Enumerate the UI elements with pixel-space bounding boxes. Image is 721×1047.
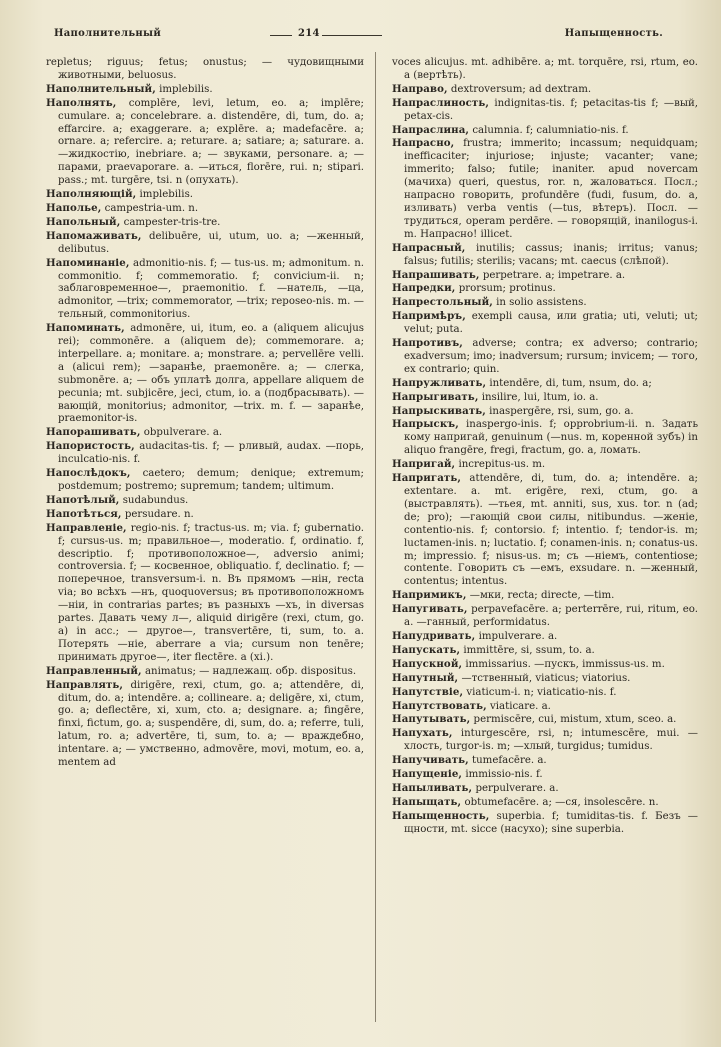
entry-headword: Напригай, [392,458,456,471]
entry-definition: animatus; — надлежащ. обр. dispositus. [144,665,357,677]
header-rule-right [322,35,382,36]
dictionary-entry [392,56,698,83]
entry-definition: attendēre, di, tum, do. a; intendēre. a; extentare. a. mt. erigēre, rexi, ctum, go. a (выстравлять). —тьея, mt. anniti, sus, xus. tor. n (ad; de; pro); —гающій свои силы, nitibundus. —женіе, contentio-nis. f; contorsio. f; intentio. f; tendor-is. m; luctamen-inis. n; luctatio. f; conamen-inis. n; conatus-us. m; impressio. f; nisus-us. m; съ —ніемъ, contentiose; contente. Говорить съ —емъ, exsudare. n. —женный, contentus; intentus. [404,473,698,588]
entry-headword: Наполье, [46,201,102,214]
entry-headword: Напраслина, [392,123,470,136]
entry-definition: campestria-um. n. [104,202,199,214]
dictionary-entry [392,768,698,782]
entry-headword: Напрашивать, [392,268,480,281]
entry-headword: Напоминать, [46,322,125,335]
entry-definition: sudabundus. [122,494,189,506]
dictionary-entry [46,508,364,522]
entry-definition: calumnia. f; calumniatio-nis. f. [472,124,629,136]
entry-headword: Напрыскъ, [392,418,459,431]
dictionary-entry [392,796,698,810]
entry-definition: insilire, lui, ltum, io. a. [481,391,599,403]
entry-headword: Напраслиность, [392,96,489,109]
entry-definition: immissio-nis. f. [465,769,543,781]
entry-definition: campester-tris-tre. [123,216,221,228]
dictionary-entry [392,97,698,124]
entry-headword: Напредки, [392,282,456,295]
entry-definition: adverse; contra; ex adverso; contrario; exadversum; imo; inadversum; rursum; invicem; — того, ex contrario; quin. [404,338,698,375]
entry-headword: Напористость, [46,440,135,453]
entry-definition: admonēre, ui, itum, eo. a (aliquem alicujus rei); commonēre. a (aliquem de); commemorare. a; interpellare. a; monitare. a; monstrare. a; pervellēre velli. a (alicui rem); —заранѣе, praemonēre. a; — слегка, submonēre. a; — объ уплатѣ долга, appellare aliquem de pecunia; mt. subjicēre, jeci, ctum, io. a (подбрасывать). — вающій, monitorius; admonitor, —trix. m. f. — заранѣе, praemonitor-is. [58,323,364,425]
entry-headword: Напухать, [392,727,453,740]
dictionary-entry [392,458,698,472]
header-right-word: Напыщенность. [564,28,663,39]
entry-headword: Напыщенность, [392,809,490,822]
entry-definition: dirigēre, rexi, ctum, go. a; attendēre, di, ditum, do. a; intendēre. a; collineare. a; deligēre, xi, ctum, go. a; deflectēre, xi, xum, cto. a; designare. a; fingēre, finxi, fictum, go. a; suspendēre, di, sum, do. a; referre, tuli, latum, ro. a; advertēre, ti, sum, to. a; — враждебно, intentare. a; — умственно, admovēre, movi, motum, eo. a, mentem ad [58,679,364,769]
entry-definition: tumefacēre. a. [472,755,547,767]
dictionary-entry [392,630,698,644]
dictionary-entry [392,242,698,269]
dictionary-entry [392,672,698,686]
dictionary-entry [392,296,698,310]
entry-definition: indignitas-tis. f; petacitas-tis f; —вый, petax-cis. [404,97,698,122]
entry-definition: audacitas-tis. f; — рливый, audax. —порь, inculcatio-nis. f. [58,441,364,466]
entry-definition: persudare. n. [124,508,194,520]
entry-definition: increpitus-us. m. [458,459,546,471]
entry-headword: Напримѣръ, [392,310,466,323]
dictionary-entry [46,56,364,83]
dictionary-entry [392,377,698,391]
entry-headword: Напротивъ, [392,337,463,350]
dictionary-entry [392,310,698,337]
dictionary-entry [392,405,698,419]
entry-definition: superbia. f; tumiditas-tis. f. Безъ —щности, mt. sicce (насухо); sine superbia. [404,810,698,835]
entry-headword: Направленный, [46,664,142,677]
entry-headword: Напрасно, [392,137,455,150]
dictionary-entry [46,97,364,188]
entry-definition: implebilis. [159,83,213,95]
dictionary-entry [46,665,364,679]
entry-definition: viaticare. a. [490,700,551,712]
right-column [392,56,698,837]
entry-definition: perpulverare. a. [475,782,559,794]
entry-headword: Напрестольный, [392,296,493,309]
dictionary-entry [392,83,698,97]
entry-definition: dextroversum; ad dextram. [450,83,592,95]
entry-definition: voces alicujus. mt. adhibēre. a; mt. torquēre, rsi, rtum, eo. a (вертѣть). [392,57,698,81]
dictionary-entry [392,658,698,672]
entry-definition: inutilis; cassus; inanis; irritus; vanus; falsus; futilis; sterilis; vacans; mt. caecus (слѣпой). [404,242,698,267]
dictionary-entry [392,282,698,296]
entry-definition: inaspergēre, rsi, sum, go. a. [489,405,634,417]
entry-headword: Напудривать, [392,629,476,642]
entry-headword: Напрыскивать, [392,404,486,417]
dictionary-entry [392,472,698,589]
entry-headword: Напослѣдокъ, [46,467,131,480]
dictionary-entry [46,83,364,97]
entry-definition: exempli causa, или gratia; uti, veluti; ut; velut; puta. [404,311,698,336]
entry-definition: impulverare. a. [478,630,558,642]
entry-definition: immissarius. —пускъ, immissus-us. m. [465,658,665,670]
dictionary-entry [392,589,698,603]
column-divider [375,52,376,1022]
dictionary-entry [46,230,364,257]
dictionary-entry [46,202,364,216]
entry-headword: Направлять, [46,678,124,691]
entry-headword: Напучивать, [392,754,469,767]
dictionary-entry [46,522,364,665]
entry-headword: Наполнительный, [46,82,156,95]
dictionary-entry [392,137,698,241]
entry-headword: Напоминаніе, [46,256,130,269]
entry-headword: Напыщать, [392,795,462,808]
entry-headword: Напыливать, [392,781,473,794]
dictionary-entry [46,494,364,508]
entry-headword: Напутывать, [392,713,471,726]
entry-definition: inaspergo-inis. f; opprobrium-ii. n. Задать кому напригай, genuinum (—nus. m, коренной зубъ) in aliquo frangēre, fregi, fractum, go. a, ломать. [404,419,698,457]
dictionary-entry [46,257,364,323]
entry-headword: Напригать, [392,472,461,485]
entry-definition: complēre, levi, letum, eo. a; implēre; cumulare. a; concelebrare. a. distendēre, di, tum, do. a; effarcire. a; exaggerare. a; explēre. a; madefacēre. a; ornare. a; refercire. a; returare. a; satiare; a; saturare. a. —жидкостію, inebriare. a; — звуками, personare. a; — парами, praevaporare. a. —иться, florēre, rui. n; stipari. pass.; mt. turgēre, tsi. n (опухать). [58,97,364,187]
entry-definition: caetero; demum; denique; extremum; postdemum; postremo; supremum; tandem; ultimum. [58,468,364,492]
entry-headword: Напомаживать, [46,229,142,242]
running-header [40,26,671,44]
entry-definition: —мки, recta; directe, —tim. [469,590,615,602]
entry-headword: Наполняющій, [46,188,137,201]
entry-headword: Напорашивать, [46,426,141,439]
dictionary-entry [392,686,698,700]
dictionary-entry [46,322,364,426]
entry-headword: Напримикъ, [392,589,467,602]
header-rule-left [270,35,292,36]
entry-definition: obtumefacēre. a; —ся, insolescēre. n. [464,796,659,808]
entry-definition: intendēre, di, tum, nsum, do. a; [489,377,652,389]
page-number: 214 [298,28,320,39]
entry-definition: viaticum-i. n; viaticatio-nis. f. [466,686,617,698]
entry-definition: implebilis. [139,189,194,201]
entry-definition: perpavefacēre. a; perterrēre, rui, ritum, eo. a. —ганный, performidatus. [404,604,698,629]
dictionary-entry [392,700,698,714]
entry-headword: Направленіе, [46,521,127,534]
dictionary-entry [46,188,364,202]
entry-headword: Наполнять, [46,96,117,109]
entry-headword: Напутный, [392,671,459,684]
entry-headword: Напрыгивать, [392,390,479,403]
entry-headword: Напутствовать, [392,699,487,712]
dictionary-entry [392,337,698,377]
entry-headword: Напотѣлый, [46,493,120,506]
entry-definition: obpulverare. a. [143,427,223,439]
dictionary-entry [46,426,364,440]
dictionary-entry [392,124,698,138]
entry-headword: Направо, [392,82,448,95]
left-column [46,56,364,770]
dictionary-entry [46,467,364,494]
dictionary-entry [46,440,364,467]
dictionary-entry [392,713,698,727]
dictionary-entry [392,603,698,630]
entry-headword: Напольный, [46,215,121,228]
entry-definition: prorsum; protinus. [458,283,556,295]
entry-headword: Напущеніе, [392,768,463,781]
entry-definition: —тственный, viaticus; viatorius. [461,672,631,684]
entry-headword: Напрасный, [392,241,466,254]
entry-headword: Напружливать, [392,376,487,389]
entry-definition: immittēre, si, ssum, to. a. [463,644,595,656]
dictionary-entry [392,782,698,796]
dictionary-entry [46,679,364,770]
entry-definition: repletus; riguus; fetus; onustus; — чудовищными животными, beluosus. [46,57,364,81]
entry-definition: perpetrare. a; impetrare. a. [482,269,626,281]
entry-definition: admonitio-nis. f; — tus-us. m; admonitum. n. commonitio. f; commemoratio. f; convicium-ii. n; заблаговременное—, praemonitio. f. —натель, —ца, admonitor, —trix; commemorator, —trix; reposeo-nis. m. —тельный, commonitorius. [58,257,364,321]
entry-headword: Напускной, [392,657,463,670]
entry-definition: regio-nis. f; tractus-us. m; via. f; gubernatio. f; cursus-us. m; правильное—, moderatio. f, ordinatio. f, descriptio. f; противоположное—, adversio animi; controversia. f; — косвенное, obliquatio. f, declinatio. f; —поперечное, transversum-i. n. Въ прямомъ —нін, recta via; во всѣхъ —нъ, quoquoversus; въ противоположномъ —ніи, in contrarias partes; въ разныхъ —хъ, in diversas partes. Давать чему л—, aliquid dirigēre (rexi, ctum, go. a) in acc.; — другое—, transvertēre, ti, sum, to. a. Потерять —ніе, aberrare a via; cursum non tenēre; принимать другое—, iter flectēre. a (xi.). [58,522,364,663]
dictionary-entry [392,644,698,658]
dictionary-entry [392,810,698,837]
entry-definition: inturgescēre, rsi, n; intumescēre, mui. —хлость, turgor-is. m; —хлый, turgidus; tumidus. [404,728,698,753]
entry-headword: Напугивать, [392,603,468,616]
header-left-word: Наполнительный [54,28,162,39]
dictionary-entry [392,269,698,283]
entry-definition: frustra; immerito; incassum; nequidquam; inefficaciter; injuriose; injuste; vacanter; vane; immerito; falso; futile; inaniter. apud novercam (мачиха) queri, questus, ror. n, жаловаться. Посл.; напрасно говорить, profundēre (fudi, fusum, do. a, изливать) verba ventis (—tus, вѣтеръ). Посл. — трудиться, operam perdēre. — говорящій, inanilogus-i. m. Напрасно! illicet. [404,138,698,240]
dictionary-entry [392,727,698,754]
entry-definition: delibuēre, ui, utum, uo. a; —женный, delibutus. [58,230,364,255]
dictionary-entry [392,754,698,768]
dictionary-entry [392,418,698,458]
dictionary-entry [46,216,364,230]
entry-definition: permiscēre, cui, mistum, xtum, sceo. a. [473,714,677,726]
entry-headword: Напотѣться, [46,507,122,520]
dictionary-entry [392,391,698,405]
entry-headword: Напутствіе, [392,685,464,698]
entry-definition: in solio assistens. [496,297,587,309]
entry-headword: Напускать, [392,643,461,656]
